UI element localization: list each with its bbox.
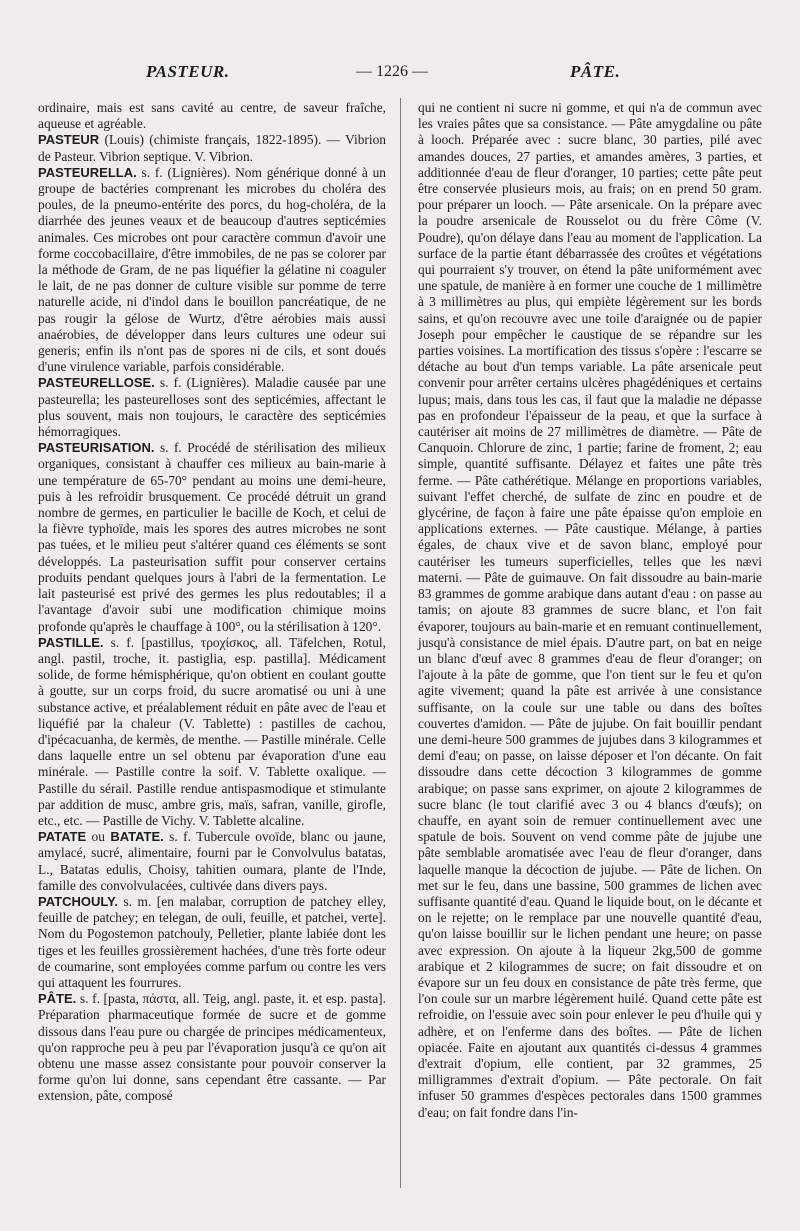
entry-pasteurisation: PASTEURISATION. s. f. Procédé de stérilisation des milieux organiques, consistant à chauffer ces milieux au bain-marie à une température de 65-70° pendant au moins une demi-heure, puis à les refroidir brusquement. Ce procédé détruit un grand nombre de germes, en particulier le bacille de Koch, et celui de la fièvre typhoïde, mais les spores des autres microbes ne sont pas tuées, et le milieu peut s'altérer quand ces éléments se sont développés. La pasteurisation suffit pour conserver certains produits pendant quelques jours à l'abri de la fermentation. Le lait pasteurisé est privé des germes les plus redoutables; il a l'avantage d'avoir subi une modification chimique moins profonde qu'après le chauffage à 100°, ou la stérilisation à 120°.: [38, 440, 386, 634]
headword: PATCHOULY.: [38, 893, 118, 909]
entry-pastille: PASTILLE. s. f. [pastillus, τροχίσκος, all. Täfelchen, Rotul, angl. pastil, troche, it. pastiglia, esp. pastilla]. Médicament solide, de forme hémisphérique, qu'on obtient en coulant goutte à goutte, sur un corps froid, du sucre aromatisé ou uni à une substance active, et préalablement réduit en pâte avec de l'eau et liquéfié par la chaleur (V. Tablette) : pastilles de cachou, d'ipécacuanha, de kermès, de menthe. — Pastille minérale. Celle dans laquelle entre un sel obtenu par évaporation d'une eau minérale. — Pastille contre la soif. V. Tablette oxalique. — Pastille du sérail. Pastille rendue antispasmodique et stimulante par addition de musc, ambre gris, maïs, safran, vanille, girofle, etc., etc. — Pastille de Vichy. V. Tablette alcaline.: [38, 634, 386, 828]
left-column: [38, 100, 386, 1105]
entry-pasteurella: PASTEURELLA. s. f. (Lignières). Nom générique donné à un groupe de bactéries comprenant les microbes du choléra des poules, de la pneumo-entérite des porcs, du hog-choléra, de la diarrhée des jeunes veaux et de beaucoup d'autres septicémies animales. Ces microbes ont pour caractère commun d'avoir une forme coccobacillaire, d'être immobiles, de ne pas se colorer par la méthode de Gram, de ne pas liquéfier la gélatine ni coaguler le lait, de ne pas donner de culture visible sur pomme de terre naturelle acide, ni d'indol dans le bouillon pancréatique, de ne pas rougir la gélose de Wurtz, d'être aérobies mais aussi anaérobies, de développer dans leurs cultures une odeur sui generis; enfin ils n'ont pas de spores ni de cils, et sont doués d'une virulence variable, parfois considérable.: [38, 164, 386, 375]
header-right-word: PÂTE.: [570, 62, 621, 81]
page-number: — 1226 —: [356, 63, 428, 80]
entry-pasteurellose: PASTEURELLOSE. s. f. (Lignières). Maladie causée par une pasteurella; les pasteurelloses sont des septicémies, affectant le plus souvent, mais non toujours, le caractère des septicémies hémorragiques.: [38, 375, 386, 440]
headword: PÂTE.: [38, 991, 77, 1007]
headword: PASTEURELLA.: [38, 164, 137, 180]
headword: PATATE: [38, 829, 87, 845]
entry-patchouly: PATCHOULY. s. m. [en malabar, corruption de patchey elley, feuille de patchey; en telegan, de ouli, feuille, et patchei, verte]. Nom du Pogostemon patchouly, Pelletier, plante labiée dont les tiges et les feuilles grossièrement hachées, d'une très forte odeur de coumarine, sont employées comme parfum ou contre les vers qui attaquent les fourrures.: [38, 893, 386, 990]
entry-pate: PÂTE. s. f. [pasta, πάστα, all. Teig, angl. paste, it. et esp. pasta]. Préparation pharmaceutique formée de sucre et de gomme dissous dans l'eau pure ou chargée de principes médicamenteux, qu'on rapproche peu à peu par l'évaporation jusqu'à ce qu'on ait obtenu une masse assez consistante pour pouvoir conserver la forme qu'on lui donne, sans cependant être cassante. — Par extension, pâte, composé: [38, 991, 386, 1104]
headword: PASTEURISATION.: [38, 440, 155, 456]
entry-patate: PATATE ou BATATE. s. f. Tubercule ovoïde, blanc ou jaune, amylacé, sucré, alimentaire, fourni par le Convolvulus batatas, L., Batatas edulis, Choisy, tahitien oumara, plante de l'Inde, famille des convolvulacées, cultivée dans divers pays.: [38, 829, 386, 893]
headword: PASTEUR: [38, 132, 100, 148]
headword: PASTEURELLOSE.: [38, 375, 155, 391]
header-left-word: PASTEUR.: [146, 62, 230, 81]
entry-pasteur: PASTEUR (Louis) (chimiste français, 1822-1895). — Vibrion de Pasteur. Vibrion septique. V. Vibrion.: [38, 132, 386, 164]
right-column: [418, 100, 762, 1121]
running-header: [0, 62, 800, 90]
headword: PASTILLE.: [38, 634, 104, 650]
column-divider: [400, 98, 401, 1188]
paragraph: qui ne contient ni sucre ni gomme, et qui n'a de commun avec les vraies pâtes que sa consistance. — Pâte amygdaline ou pâte à looch. Préparée avec : sucre blanc, 30 parties, pilé avec amandes douces, 27 parties, et amandes amères, 3 parties, et additionnée d'eau de fleur d'oranger, 10 parties; cette pâte peut être conservée plusieurs mois, au frais; on en prend 50 gram. pour préparer un looch. — Pâte arsenicale. On la prépare avec la poudre arsenicale de Rousselot ou du frère Côme (V. Poudre), qu'on délaye dans l'eau au moment de l'application. La surface de la partie étant débarrassée des croûtes et végétations qui pourraient s'y trouver, on étend la pâte uniformément avec une spatule, de manière à en former une couche de 1 millimètre à 3 millimètres au plus, qui empiète légèrement sur les bords sains, et qu'on recouvre avec une toile d'araignée ou de papier Joseph pour empêcher le caustique de se répandre sur les parties voisines. La mortification des tissus s'opère : l'escarre se détache au bout d'un temps variable. La pâte arsenicale peut convenir pour arrêter certains ulcères phagédéniques et certains lupus; mais, dans tous les cas, il faut que la maladie ne dépasse pas en profondeur l'épaisseur de la peau, et que la surface à cautériser ait moins de 27 millimètres de diamètre. — Pâte de Canquoin. Chlorure de zinc, 1 partie; farine de froment, 2; eau simple, quantité suffisante. Délayez et faites une pâte très ferme. — Pâte cathérétique. Mélange en proportions variables, suivant l'effet cherché, de sulfate de zinc en poudre et de glycérine, de façon à faire une pâte épaisse qu'on emploie en applications externes. — Pâte caustique. Mélange, à parties égales, de chaux vive et de savon blanc, employé pour cautériser les tumeurs superficielles, telles que les nævi materni. — Pâte de guimauve. On fait dissoudre au bain-marie 83 grammes de gomme arabique dans autant d'eau : on passe au tamis; on ajoute 83 grammes de sucre blanc, et l'on fait évaporer, toujours au bain-marie et en remuant continuellement, jusqu'à consistance de miel épais. D'autre part, on bat en neige un blanc d'œuf avec 8 grammes d'eau de fleur d'oranger; on l'ajoute à la pâte de gomme, que l'on tient sur le feu et qu'on agite vivement; quand la pâte est arrivée à une consistance suffisante, on la coule sur une table ou dans des boîtes couvertes d'amidon. — Pâte de jujube. On fait bouillir pendant une demi-heure 500 grammes de jujubes dans 3 kilogrammes et demi d'eau; on passe, on laisse déposer et l'on décante. On fait dissoudre dans cette décoction 3 kilogrammes de gomme arabique; on passe sans exprimer, on ajoute 2 kilogrammes de sucre blanc (le tout clarifié avec 3 ou 4 blancs d'œufs); on chauffe, en ayant soin de remuer continuellement avec une spatule de bois. Souvent on vend comme pâte de jujube une pâte semblable aromatisée avec l'eau de fleur d'oranger, dans laquelle manque la décoction de jujube. — Pâte de lichen. On met sur le feu, dans une bassine, 500 grammes de lichen avec suffisante quantité d'eau. Quand le liquide bout, on le décante et on le rejette; on le remplace par une nouvelle quantité d'eau, qu'on laisse bouillir sur le lichen pendant une heure; on passe avec expression. On ajoute à la liqueur 2kg,500 de gomme arabique et 2 kilogrammes de sucre; on fait dissoudre et on évapore sur un feu doux en consistance de pâte très ferme, que l'on coule sur un marbre légèrement huilé. Quand cette pâte est refroidie, on l'essuie avec soin pour enlever le peu d'huile qui y adhère, et on l'enferme dans des boîtes. — Pâte de lichen opiacée. Faite en ajoutant aux quantités ci-dessus 4 grammes d'extrait d'opium, elle contient, par 32 grammes, 25 milligrammes d'extrait d'opium. — Pâte pectorale. On fait infuser 50 grammes d'espèces pectorales dans 1500 grammes d'eau; on fait fondre dans l'in-: [418, 100, 762, 1120]
headword-alt: BATATE.: [110, 829, 164, 845]
paragraph: ordinaire, mais est sans cavité au centre, de saveur fraîche, aqueuse et agréable.: [38, 100, 386, 132]
